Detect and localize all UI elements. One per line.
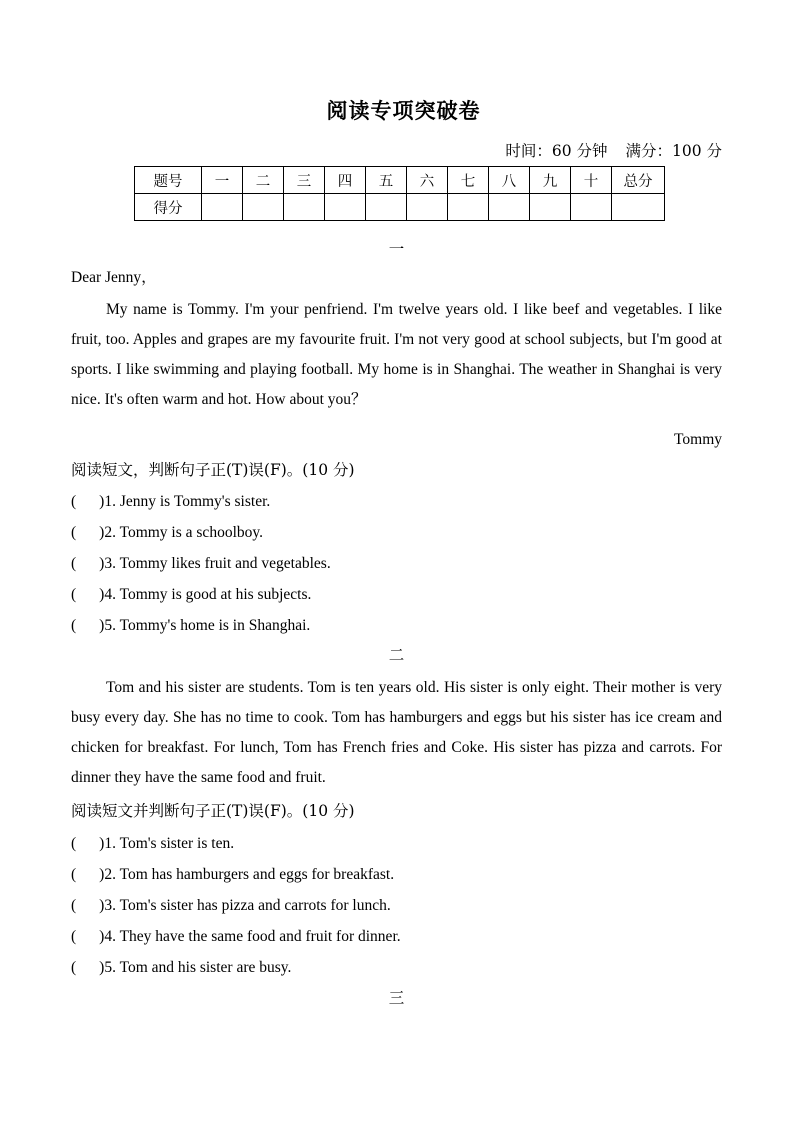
list-item[interactable]	[71, 486, 722, 517]
list-item[interactable]	[71, 610, 722, 641]
score-cell-5[interactable]	[366, 194, 407, 221]
answer-paren-open: (	[71, 586, 77, 603]
question-list-1	[71, 486, 722, 641]
passage-2-text: Tom and his sister are students. Tom is ten years old. His sister is only eight. Their mother is very busy every day. She has no time to cook. Tom has hamburgers and eggs but his sister has ice cream and chicken for breakfast. For lunch, Tom has French fries and Coke. His sister has pizza and carrots. For dinner they have the same food and fruit.	[71, 679, 722, 786]
question-text: 3. Tom's sister has pizza and carrots for lunch.	[104, 897, 391, 914]
list-item[interactable]	[71, 828, 722, 859]
question-text: 4. They have the same food and fruit for dinner.	[104, 928, 401, 945]
table-header-col-1: 一	[202, 167, 243, 194]
question-text: 3. Tommy likes fruit and vegetables.	[104, 555, 331, 572]
answer-paren-close: )	[99, 555, 105, 572]
score-cell-9[interactable]	[530, 194, 571, 221]
table-header-col-8: 八	[489, 167, 530, 194]
question-list-2	[71, 828, 722, 983]
question-text: 5. Tommy's home is in Shanghai.	[104, 617, 311, 634]
answer-paren-close: )	[99, 586, 105, 603]
answer-paren-open: (	[71, 928, 77, 945]
score-cell-2[interactable]	[243, 194, 284, 221]
answer-paren-close: )	[99, 524, 105, 541]
table-row-header	[135, 167, 665, 194]
answer-paren-close: )	[99, 866, 105, 883]
exam-time-label: 时间：60 分钟	[505, 142, 608, 160]
table-header-col-3: 三	[284, 167, 325, 194]
table-score-label: 得分	[135, 194, 202, 221]
list-item[interactable]	[71, 579, 722, 610]
question-text: 5. Tom and his sister are busy.	[104, 959, 292, 976]
instruction-1: 阅读短文，判断句子正(T)误(F)。(10 分)	[71, 461, 355, 479]
letter-signature	[71, 425, 722, 455]
score-cell-3[interactable]	[284, 194, 325, 221]
passage-1-text: My name is Tommy. I'm your penfriend. I'm twelve years old. I like beef and vegetables. I like fruit, too. Apples and grapes are my favourite fruit. I'm not very good at school subjects, but I'm good at sports. I like swimming and playing football. My home is in Shanghai. The weather in Shanghai is very nice. It's often warm and hot. How about you？	[71, 301, 722, 408]
answer-paren-open: (	[71, 835, 77, 852]
page-title	[0, 95, 793, 125]
list-item[interactable]	[71, 859, 722, 890]
table-header-col-9: 九	[530, 167, 571, 194]
question-text: 2. Tommy is a schoolboy.	[104, 524, 263, 541]
list-item[interactable]	[71, 548, 722, 579]
table-header-col-6: 六	[407, 167, 448, 194]
answer-paren-close: )	[99, 928, 105, 945]
section-mark-3: 三	[388, 989, 405, 1007]
score-cell-6[interactable]	[407, 194, 448, 221]
question-text: 2. Tom has hamburgers and eggs for breakfast.	[104, 866, 395, 883]
answer-paren-close: )	[99, 617, 105, 634]
table-header-col-total: 总分	[612, 167, 665, 194]
table-header-col-5: 五	[366, 167, 407, 194]
signature-text: Tommy	[674, 431, 722, 448]
instruction-2: 阅读短文并判断句子正(T)误(F)。(10 分)	[71, 802, 355, 820]
question-text: 1. Jenny is Tommy's sister.	[104, 493, 271, 510]
answer-paren-open: (	[71, 959, 77, 976]
answer-paren-close: )	[99, 897, 105, 914]
score-table	[134, 166, 665, 221]
table-header-col-4: 四	[325, 167, 366, 194]
answer-paren-open: (	[71, 866, 77, 883]
list-item[interactable]	[71, 952, 722, 983]
passage-2	[71, 673, 722, 793]
page-title-text: 阅读专项突破卷	[326, 98, 481, 123]
answer-paren-close: )	[99, 835, 105, 852]
question-text: 4. Tommy is good at his subjects.	[104, 586, 312, 603]
section-mark-1: 一	[388, 240, 405, 258]
score-cell-7[interactable]	[448, 194, 489, 221]
score-cell-4[interactable]	[325, 194, 366, 221]
answer-paren-close: )	[99, 959, 105, 976]
list-item[interactable]	[71, 890, 722, 921]
letter-salutation	[71, 263, 722, 293]
answer-paren-close: )	[99, 493, 105, 510]
score-cell-8[interactable]	[489, 194, 530, 221]
list-item[interactable]	[71, 921, 722, 952]
score-table-container	[134, 166, 665, 221]
list-item[interactable]	[71, 517, 722, 548]
score-cell-total[interactable]	[612, 194, 665, 221]
answer-paren-open: (	[71, 493, 77, 510]
score-cell-1[interactable]	[202, 194, 243, 221]
salutation-text: Dear Jenny，	[71, 269, 157, 286]
exam-fullscore-label: 满分：100 分	[625, 142, 722, 160]
section-mark-2: 二	[388, 646, 405, 664]
table-header-col-2: 二	[243, 167, 284, 194]
answer-paren-open: (	[71, 524, 77, 541]
score-cell-10[interactable]	[571, 194, 612, 221]
question-text: 1. Tom's sister is ten.	[104, 835, 235, 852]
table-header-label: 题号	[135, 167, 202, 194]
table-row-score	[135, 194, 665, 221]
answer-paren-open: (	[71, 555, 77, 572]
exam-meta	[71, 139, 722, 161]
answer-paren-open: (	[71, 617, 77, 634]
answer-paren-open: (	[71, 897, 77, 914]
table-header-col-10: 十	[571, 167, 612, 194]
table-header-col-7: 七	[448, 167, 489, 194]
passage-1	[71, 295, 722, 415]
